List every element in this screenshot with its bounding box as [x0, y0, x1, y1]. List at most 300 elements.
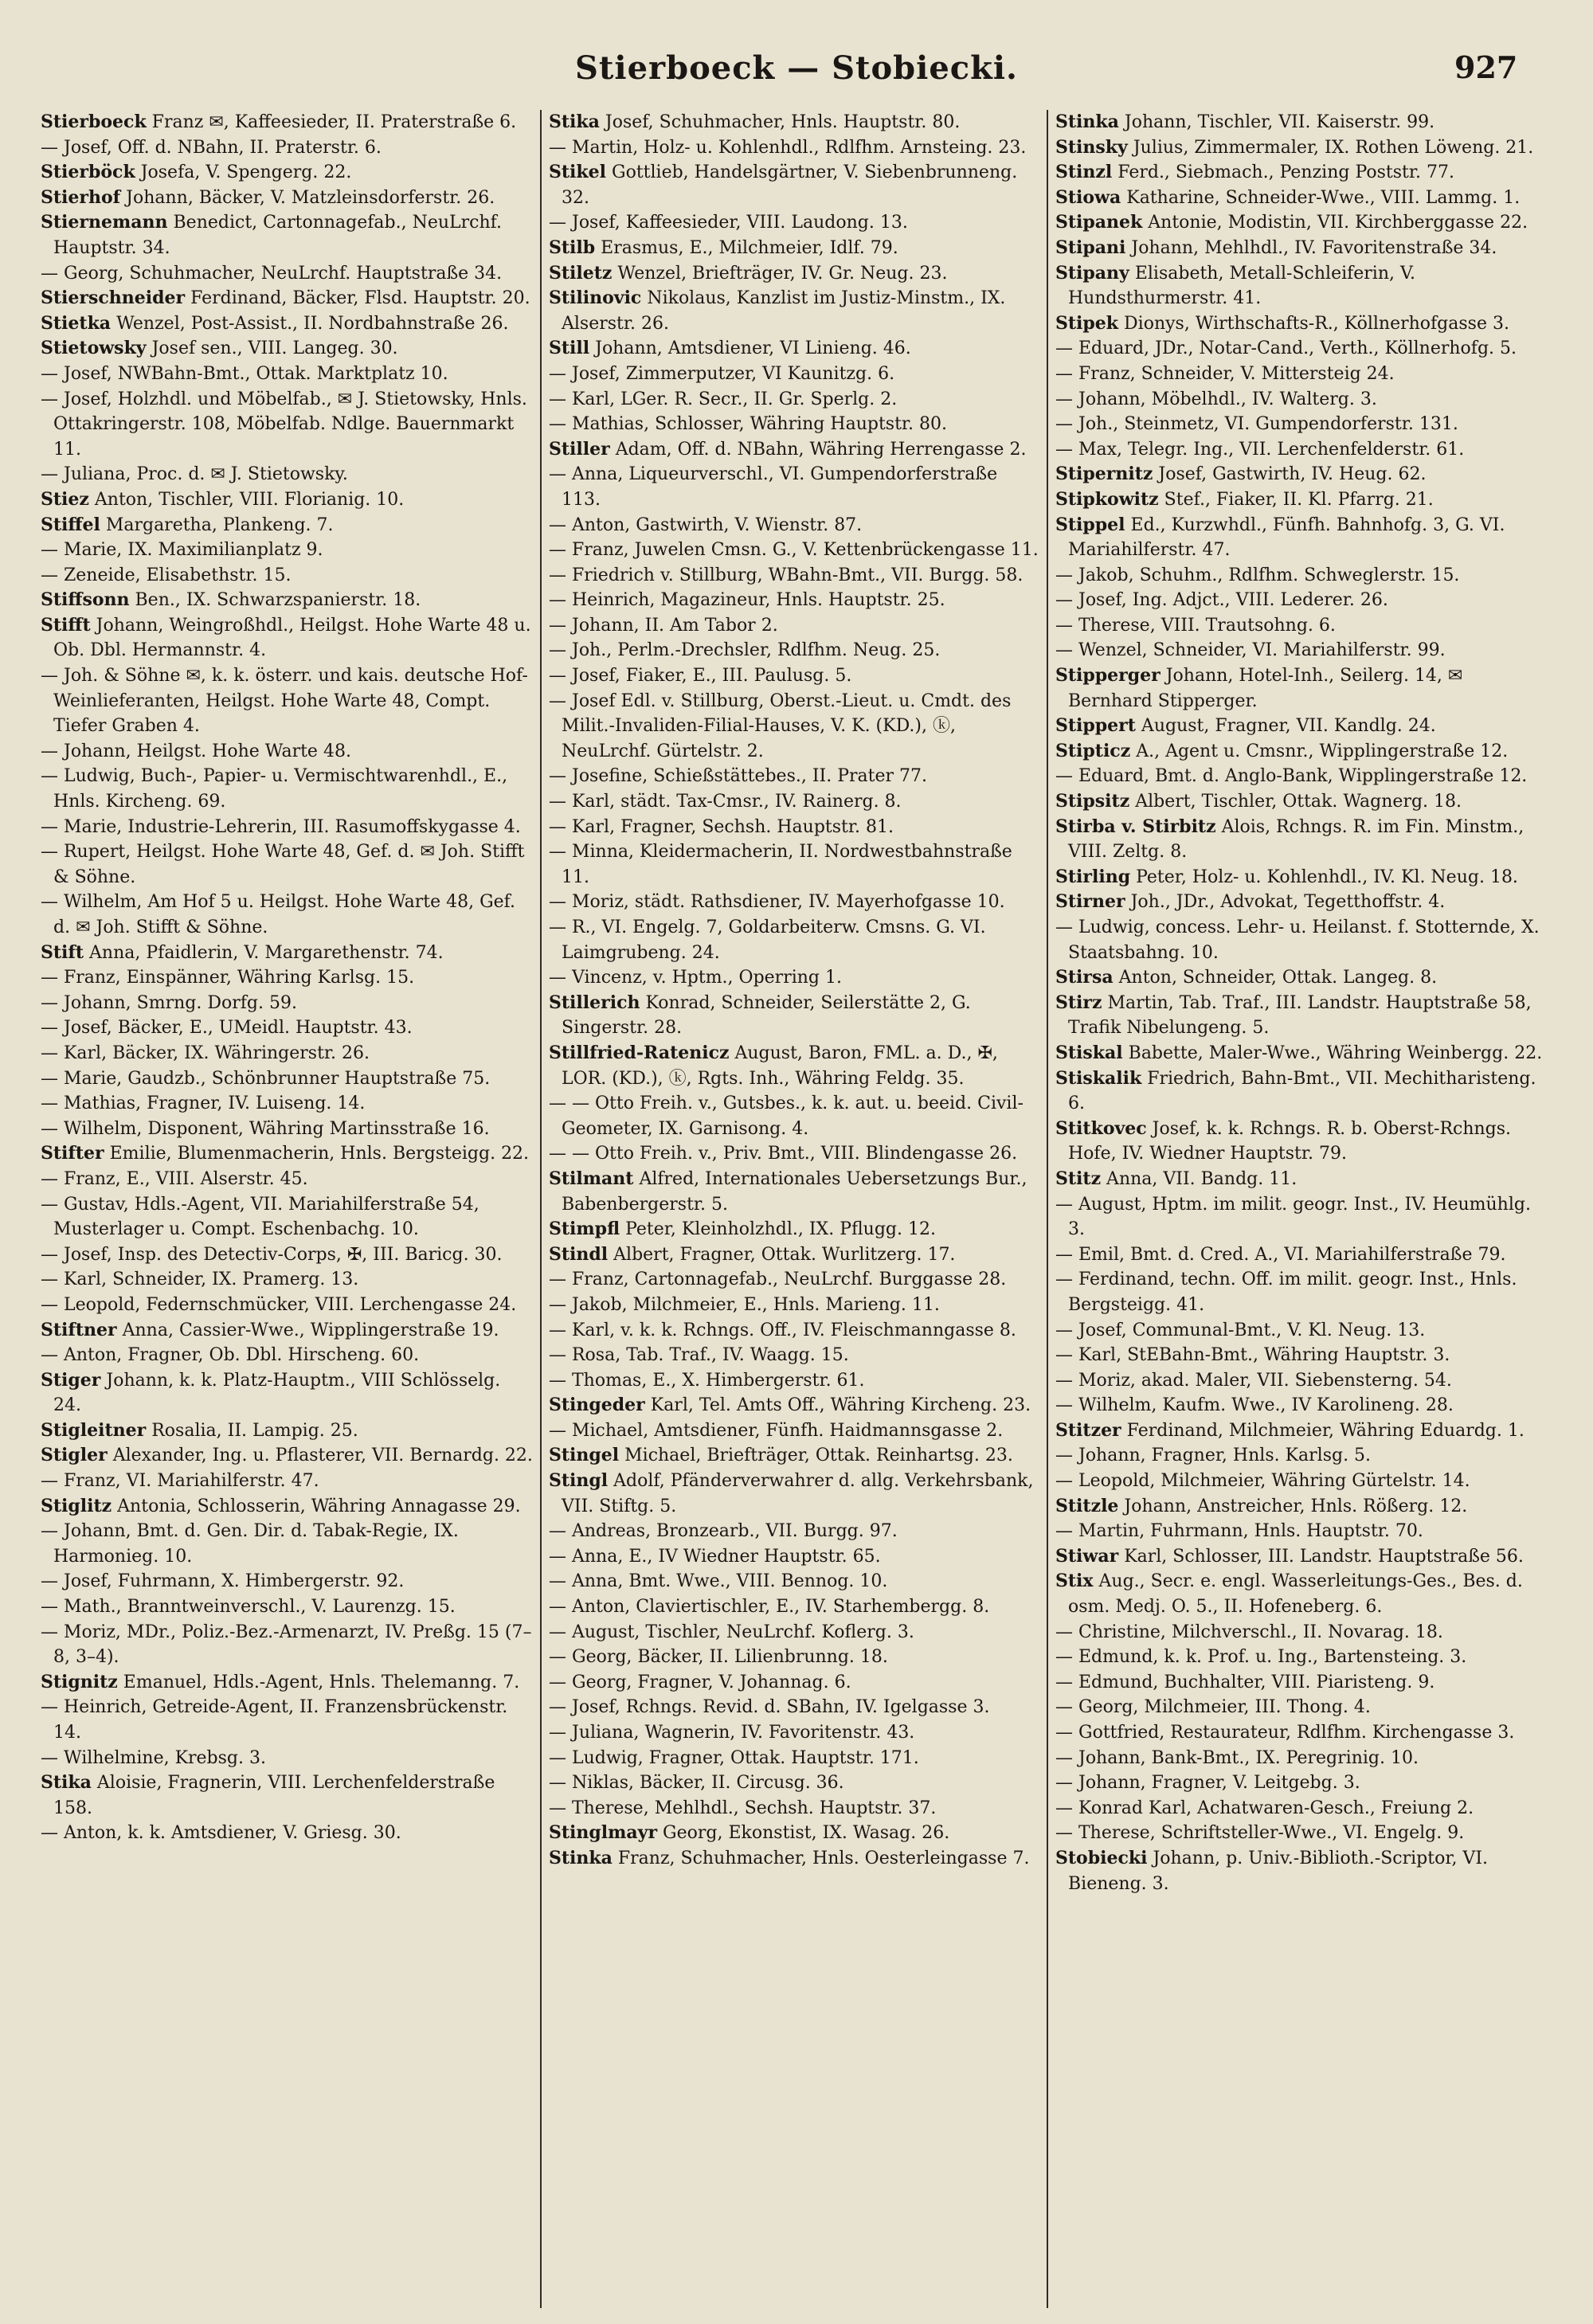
directory-entry — [1055, 1494, 1546, 1520]
entry-details: — Andreas, Bronzearb., VII. Burgg. 97. — [549, 1521, 898, 1542]
directory-entry — [41, 462, 533, 487]
directory-entry — [549, 789, 1039, 815]
entry-details: Alois, Rchngs. R. im Fin. Minstm., VIII. Zeltg. 8. — [1068, 816, 1525, 863]
entry-details: — — Otto Freih. v., Priv. Bmt., VIII. Blindengasse 26. — [549, 1144, 1018, 1164]
entry-details: Joh., JDr., Advokat, Tegetthoffstr. 4. — [1125, 892, 1446, 913]
directory-entry — [41, 1620, 533, 1670]
entry-details: Ben., IX. Schwarzspanierstr. 18. — [129, 590, 421, 611]
entry-details: — Ludwig, Buch-, Papier- u. Vermischtwarenhdl., E., Hnls. Kircheng. 69. — [41, 766, 508, 812]
entry-details: Johann, Bäcker, V. Matzleinsdorferstr. 26. — [120, 187, 495, 208]
entry-details: — Franz, Juwelen Cmsn. G., V. Kettenbrückengasse 11. — [549, 540, 1039, 561]
entry-details: — Jakob, Schuhm., Rdlfhm. Schweglerstr. 15. — [1055, 565, 1460, 585]
directory-entry — [41, 1821, 533, 1846]
entry-details: — Mathias, Schlosser, Währing Hauptstr. 80. — [549, 414, 947, 435]
directory-entry — [549, 110, 1039, 135]
entry-details: — Math., Branntweinverschl., V. Laurenzg. 15. — [41, 1597, 456, 1618]
directory-entry — [549, 1695, 1039, 1720]
entry-surname: Stix — [1055, 1571, 1094, 1592]
entry-surname: Stipperger — [1055, 665, 1161, 687]
directory-entry — [41, 588, 533, 613]
entry-surname: Stirsa — [1055, 967, 1114, 988]
entry-details: — Josef, NWBahn-Bmt., Ottak. Marktplatz 10. — [41, 363, 448, 384]
entry-details: — Franz, Einspänner, Währing Karlsg. 15. — [41, 968, 415, 988]
entry-surname: Stiller — [549, 438, 610, 460]
directory-entry — [1055, 110, 1546, 135]
entry-surname: Stifter — [41, 1143, 104, 1164]
directory-entry — [549, 1720, 1039, 1746]
entry-details: Margaretha, Plankeng. 7. — [100, 514, 334, 535]
entry-details: Johann, p. Univ.-Biblioth.-Scriptor, VI. Bieneng. 3. — [1068, 1848, 1489, 1894]
entry-surname: Stirz — [1055, 992, 1102, 1013]
entry-surname: Stikel — [549, 162, 607, 183]
directory-entry — [549, 613, 1039, 639]
directory-entry — [1055, 1343, 1546, 1368]
directory-entry — [41, 1695, 533, 1745]
directory-entry — [549, 1594, 1039, 1620]
directory-entry — [1055, 186, 1546, 211]
directory-entry — [41, 336, 533, 362]
directory-entry — [1055, 362, 1546, 387]
entry-details: — Gottfried, Restaurateur, Rdlfhm. Kirchengasse 3. — [1055, 1723, 1515, 1743]
entry-details: — Joh. & Söhne ✉, k. k. österr. und kais. deutsche Hof-Weinlieferanten, Heilgst. Hohe Warte 48, Compt. Tiefer Graben 4. — [41, 666, 528, 737]
entry-details: — Joh., Steinmetz, VI. Gumpendorferstr. 131. — [1055, 414, 1458, 435]
directory-entry — [41, 362, 533, 387]
entry-surname: Stiez — [41, 488, 89, 510]
directory-entry — [41, 135, 533, 161]
entry-details: — Josef, Fiaker, E., III. Paulusg. 5. — [549, 666, 852, 687]
entry-details: — Johann, Heilgst. Hohe Warte 48. — [41, 741, 351, 761]
directory-entry — [41, 1091, 533, 1117]
directory-entry — [41, 563, 533, 589]
directory-entry — [1055, 210, 1546, 236]
entry-details: — — Otto Freih. v., Gutsbes., k. k. aut. u. beeid. Civil-Geometer, IX. Garnisong. 4. — [549, 1094, 1024, 1139]
entry-details: Alexander, Ing. u. Pflasterer, VII. Bernardg. 22. — [107, 1446, 533, 1466]
entry-details: Johann, Anstreicher, Hnls. Rößerg. 12. — [1118, 1496, 1468, 1516]
directory-entry — [549, 513, 1039, 538]
entry-surname: Stietowsky — [41, 338, 147, 359]
entry-details: — August, Tischler, NeuLrchf. Koflerg. 3. — [549, 1622, 914, 1642]
entry-details: — Rosa, Tab. Traf., IV. Waagg. 15. — [549, 1345, 849, 1366]
entry-details: Peter, Kleinholzhdl., IX. Pflugg. 12. — [620, 1219, 936, 1240]
directory-entry — [41, 513, 533, 538]
directory-entry — [41, 186, 533, 211]
entry-details: — Christine, Milchverschl., II. Novarag. 18. — [1055, 1622, 1443, 1642]
entry-details: — Franz, VI. Mariahilferstr. 47. — [41, 1471, 319, 1492]
directory-entry — [1055, 915, 1546, 965]
directory-entry — [41, 890, 533, 940]
directory-entry — [1055, 236, 1546, 261]
directory-entry — [41, 487, 533, 513]
directory-entry — [1055, 663, 1546, 714]
directory-entry — [549, 437, 1039, 463]
entry-details: — Michael, Amtsdiener, Fünfh. Haidmannsgasse 2. — [549, 1420, 1004, 1441]
entry-details: Rosalia, II. Lampig. 25. — [146, 1420, 358, 1441]
directory-entry — [41, 160, 533, 186]
directory-entry — [41, 941, 533, 966]
entry-details: Adam, Off. d. NBahn, Währing Herrengasse 2. — [609, 439, 1027, 460]
entry-details: — R., VI. Engelg. 7, Goldarbeiterw. Cmsns. G. VI. Laimgrubeng. 24. — [549, 917, 986, 963]
entry-details: Johann, Weingroßhdl., Heilgst. Hohe Warte 48 u. Ob. Dbl. Hermannstr. 4. — [53, 615, 531, 661]
entry-details: Anna, Pfaidlerin, V. Margarethenstr. 74. — [84, 942, 444, 963]
entry-surname: Stiffsonn — [41, 589, 130, 611]
directory-entry — [549, 1670, 1039, 1696]
directory-entry — [549, 1393, 1039, 1418]
entry-surname: Stitzle — [1055, 1495, 1119, 1516]
entry-details: — Wilhelm, Am Hof 5 u. Heilgst. Hohe Warte 48, Gef. d. ✉ Joh. Stifft & Söhne. — [41, 892, 516, 937]
directory-entry — [549, 1091, 1039, 1141]
entry-details: — Therese, Mehlhdl., Sechsh. Hauptstr. 37. — [549, 1798, 937, 1818]
entry-details: — Ferdinand, techn. Off. im milit. geogr. Inst., Hnls. Bergsteigg. 41. — [1055, 1270, 1517, 1315]
directory-entry — [1055, 437, 1546, 463]
entry-details: — Karl, städt. Tax-Cmsr., IV. Rainerg. 8. — [549, 792, 902, 812]
directory-entry — [41, 1041, 533, 1066]
directory-entry — [41, 1167, 533, 1192]
entry-surname: Stigler — [41, 1445, 108, 1466]
directory-entry — [1055, 513, 1546, 563]
directory-entry — [41, 1066, 533, 1092]
directory-entry — [1055, 1569, 1546, 1619]
entry-details: August, Fragner, VII. Kandlg. 24. — [1135, 716, 1436, 737]
entry-surname: Stiowa — [1055, 186, 1121, 208]
entry-surname: Stipkowitz — [1055, 488, 1159, 510]
entry-details: — Johann, Fragner, V. Leitgebg. 3. — [1055, 1773, 1360, 1794]
entry-surname: Stindl — [549, 1243, 609, 1265]
entry-details: Aug., Secr. e. engl. Wasserleitungs-Ges., Bes. d. osm. Medj. O. 5., II. Hofeneberg. 6. — [1068, 1571, 1523, 1618]
directory-entry — [1055, 1066, 1546, 1117]
directory-entry — [41, 1293, 533, 1318]
directory-entry — [41, 1519, 533, 1569]
entry-surname: Stillfried-Ratenicz — [549, 1042, 730, 1063]
entry-details: — Wilhelm, Disponent, Währing Martinsstraße 16. — [41, 1118, 490, 1139]
entry-surname: Stiwar — [1055, 1545, 1119, 1567]
directory-entry — [549, 815, 1039, 840]
entry-details: Johann, Tischler, VII. Kaiserstr. 99. — [1118, 112, 1435, 132]
entry-details: — Leopold, Federnschmücker, VIII. Lerchengasse 24. — [41, 1294, 517, 1315]
directory-entry — [41, 991, 533, 1016]
entry-details: Martin, Tab. Traf., III. Landstr. Hauptstraße 58, Trafik Nibelungeng. 5. — [1068, 992, 1532, 1039]
directory-entry — [41, 839, 533, 890]
entry-details: — Anna, Liqueurverschl., VI. Gumpendorferstraße 113. — [549, 464, 998, 510]
entry-details: — Anton, Claviertischler, E., IV. Starhembergg. 8. — [549, 1597, 990, 1618]
directory-entry — [1055, 1192, 1546, 1242]
entry-details: — Johann, Bmt. d. Gen. Dir. d. Tabak-Regie, IX. Harmonieg. 10. — [41, 1521, 459, 1567]
entry-details: — Konrad Karl, Achatwaren-Gesch., Freiung 2. — [1055, 1798, 1474, 1818]
entry-details: Ferdinand, Bäcker, Flsd. Hauptstr. 20. — [185, 288, 530, 309]
entry-details: — Rupert, Heilgst. Hohe Warte 48, Gef. d. ✉ Joh. Stifft & Söhne. — [41, 842, 525, 887]
entry-details: — Heinrich, Magazineur, Hnls. Hauptstr. 25. — [549, 590, 945, 611]
column-right — [1047, 110, 1553, 2308]
directory-entry — [41, 1015, 533, 1041]
directory-entry — [1055, 1796, 1546, 1821]
entry-details: August, Baron, FML. a. D., ✠, LOR. (KD.), ⓚ, Rgts. Inh., Währing Feldg. 35. — [562, 1043, 998, 1089]
entry-surname: Stigleitner — [41, 1419, 147, 1441]
entry-details: — Josef Edl. v. Stillburg, Oberst.-Lieut. u. Cmdt. des Milit.-Invaliden-Filial-Hauses, V. K. (KD.), ⓚ, NeuLrchf. Gürtelstr. 2. — [549, 691, 1012, 761]
directory-entry — [549, 160, 1039, 210]
directory-entry — [1055, 311, 1546, 337]
directory-entry — [549, 412, 1039, 437]
entry-details: — Moriz, städt. Rathsdiener, IV. Mayerhofgasse 10. — [549, 892, 1005, 913]
entry-surname: Stingeder — [549, 1395, 645, 1416]
directory-entry — [1055, 1117, 1546, 1167]
entry-details: Wenzel, Post-Assist., II. Nordbahnstraße 26. — [111, 313, 509, 334]
entry-details: Josefa, V. Spengerg. 22. — [135, 162, 352, 183]
directory-entry — [1055, 1770, 1546, 1796]
entry-surname: Stierhof — [41, 186, 121, 208]
entry-surname: Stirner — [1055, 891, 1125, 913]
directory-entry — [1055, 462, 1546, 487]
directory-entry — [1055, 1821, 1546, 1846]
entry-details: Dionys, Wirthschafts-R., Köllnerhofgasse 3. — [1118, 313, 1509, 334]
directory-entry — [549, 1620, 1039, 1645]
directory-entry — [1055, 789, 1546, 815]
entry-details: — Niklas, Bäcker, II. Circusg. 36. — [549, 1773, 844, 1794]
directory-entry — [1055, 1418, 1546, 1444]
entry-details: — Jakob, Milchmeier, E., Hnls. Marieng. 11. — [549, 1294, 940, 1315]
entry-details: Karl, Tel. Amts Off., Währing Kircheng. 23. — [644, 1395, 1031, 1416]
directory-entry — [41, 663, 533, 739]
entry-details: — Anna, Bmt. Wwe., VIII. Bennog. 10. — [549, 1571, 888, 1592]
directory-entry — [1055, 764, 1546, 789]
entry-details: — Josef, Communal-Bmt., V. Kl. Neug. 13. — [1055, 1320, 1426, 1340]
entry-details: — Therese, VIII. Trautsohng. 6. — [1055, 615, 1336, 636]
entry-surname: Stippel — [1055, 514, 1125, 535]
directory-entry — [549, 1343, 1039, 1368]
entry-details: — Emil, Bmt. d. Cred. A., VI. Mariahilferstraße 79. — [1055, 1244, 1506, 1265]
entry-details: Elisabeth, Metall-Schleiferin, V. Hundsthurmerstr. 41. — [1068, 263, 1416, 309]
directory-entry — [41, 815, 533, 840]
directory-entry — [1055, 1167, 1546, 1192]
entry-details: Antonia, Schlosserin, Währing Annagasse 29. — [112, 1496, 521, 1516]
directory-entry — [41, 538, 533, 563]
entry-details: — Franz, E., VIII. Alserstr. 45. — [41, 1168, 308, 1189]
directory-entry — [1055, 991, 1546, 1041]
entry-details: — Mathias, Fragner, IV. Luiseng. 14. — [41, 1094, 366, 1114]
directory-entry — [549, 1443, 1039, 1469]
entry-details: — Juliana, Proc. d. ✉ J. Stietowsky. — [41, 464, 348, 485]
entry-details: — Johann, Bank-Bmt., IX. Peregrinig. 10. — [1055, 1747, 1419, 1768]
entry-details: Anna, Cassier-Wwe., Wipplingerstraße 19. — [116, 1320, 499, 1340]
entry-details: Emilie, Blumenmacherin, Hnls. Bergsteigg. 22. — [104, 1144, 530, 1164]
column-middle — [540, 110, 1047, 2308]
entry-surname: Stippert — [1055, 715, 1136, 737]
entry-details: Nikolaus, Kanzlist im Justiz-Minstm., IX. Alserstr. 26. — [562, 288, 1006, 334]
directory-entry — [549, 236, 1039, 261]
entry-details: — Gustav, Hdls.-Agent, VII. Mariahilferstraße 54, Musterlager u. Compt. Eschenbachg. 10. — [41, 1194, 479, 1240]
entry-surname: Stinsky — [1055, 136, 1128, 158]
entry-surname: Stilmant — [549, 1168, 634, 1189]
entry-details: Karl, Schlosser, III. Landstr. Hauptstraße 56. — [1118, 1546, 1524, 1567]
entry-surname: Stipany — [1055, 262, 1129, 284]
directory-entry — [1055, 1695, 1546, 1720]
entry-details: Ferd., Siebmach., Penzing Poststr. 77. — [1112, 162, 1454, 183]
directory-entry — [41, 1746, 533, 1771]
entry-surname: Stiger — [41, 1369, 101, 1391]
directory-entry — [41, 1117, 533, 1142]
directory-entry — [1055, 1318, 1546, 1344]
directory-entry — [549, 1041, 1039, 1091]
entry-surname: Stignitz — [41, 1671, 118, 1692]
entry-surname: Stobiecki — [1055, 1847, 1148, 1868]
entry-details: — Marie, IX. Maximilianplatz 9. — [41, 540, 323, 561]
entry-details: — Therese, Schriftsteller-Wwe., VI. Engelg. 9. — [1055, 1823, 1465, 1844]
entry-details: — Martin, Holz- u. Kohlenhdl., Rdlfhm. Arnsteing. 23. — [549, 137, 1027, 158]
entry-surname: Stiftner — [41, 1319, 117, 1340]
entry-details: — Johann, Möbelhdl., IV. Walterg. 3. — [1055, 389, 1377, 409]
directory-entry — [41, 387, 533, 463]
entry-surname: Stierboeck — [41, 112, 147, 132]
column-left — [33, 110, 540, 2308]
entry-details: — Karl, Bäcker, IX. Währingerstr. 26. — [41, 1043, 370, 1063]
entry-surname: Stimpfl — [549, 1219, 620, 1240]
directory-entry — [1055, 890, 1546, 915]
page-title: Stierboeck — Stobiecki. — [575, 49, 1018, 87]
entry-details: — Vincenz, v. Hptm., Operring 1. — [549, 968, 842, 988]
directory-entry — [549, 1141, 1039, 1167]
entry-details: — Josef, Off. d. NBahn, II. Praterstr. 6. — [41, 137, 382, 158]
directory-entry — [41, 613, 533, 663]
entry-details: — Karl, StEBahn-Bmt., Währing Hauptstr. 3. — [1055, 1345, 1450, 1366]
entry-surname: Stinka — [1055, 112, 1119, 132]
directory-entry — [549, 1519, 1039, 1544]
entry-surname: Stipsitz — [1055, 791, 1130, 812]
entry-details: — Johann, Smrng. Dorfg. 59. — [41, 992, 297, 1013]
entry-details: — Martin, Fuhrmann, Hnls. Hauptstr. 70. — [1055, 1521, 1423, 1542]
entry-details: — Thomas, E., X. Himbergerstr. 61. — [549, 1370, 865, 1391]
entry-details: — Karl, Schneider, IX. Pramerg. 13. — [41, 1270, 359, 1290]
entry-details: — Johann, Fragner, Hnls. Karlsg. 5. — [1055, 1446, 1372, 1466]
directory-entry — [549, 1267, 1039, 1293]
entry-details: Josef, Schuhmacher, Hnls. Hauptstr. 80. — [599, 112, 961, 132]
entry-details: Emanuel, Hdls.-Agent, Hnls. Thelemanng. 7. — [117, 1672, 520, 1692]
directory-entry — [549, 387, 1039, 413]
entry-details: — Josef, Rchngs. Revid. d. SBahn, IV. Igelgasse 3. — [549, 1697, 990, 1718]
directory-entry — [549, 764, 1039, 789]
directory-entry — [1055, 1620, 1546, 1645]
entry-details: Franz, Schuhmacher, Hnls. Oesterleingasse 7. — [612, 1848, 1030, 1868]
directory-entry — [41, 965, 533, 991]
entry-surname: Stifft — [41, 614, 91, 636]
entry-details: — August, Hptm. im milit. geogr. Inst., IV. Heumühlg. 3. — [1055, 1194, 1531, 1240]
entry-surname: Stitkovec — [1055, 1117, 1147, 1139]
directory-entry — [41, 1469, 533, 1494]
directory-entry — [549, 839, 1039, 890]
directory-entry — [549, 1418, 1039, 1444]
entry-details: Georg, Ekonstist, IX. Wasag. 26. — [657, 1823, 950, 1844]
entry-surname: Stiskalik — [1055, 1067, 1142, 1089]
entry-details: — Leopold, Milchmeier, Währing Gürtelstr. 14. — [1055, 1471, 1470, 1492]
entry-details: — Eduard, JDr., Notar-Cand., Verth., Köllnerhofg. 5. — [1055, 338, 1517, 359]
directory-entry — [549, 135, 1039, 161]
entry-details: — Juliana, Wagnerin, IV. Favoritenstr. 43. — [549, 1723, 915, 1743]
entry-details: Konrad, Schneider, Seilerstätte 2, G. Singerstr. 28. — [562, 992, 971, 1039]
entry-surname: Stinka — [549, 1847, 613, 1868]
entry-details: Ferdinand, Milchmeier, Währing Eduardg. 1. — [1121, 1420, 1525, 1441]
entry-details: — Georg, Schuhmacher, NeuLrchf. Hauptstraße 34. — [41, 263, 503, 284]
entry-details: Julius, Zimmermaler, IX. Rothen Löweng. 21. — [1127, 137, 1534, 158]
directory-entry — [1055, 1519, 1546, 1544]
entry-details: Wenzel, Briefträger, IV. Gr. Neug. 23. — [612, 263, 948, 284]
entry-details: Franz ✉, Kaffeesieder, II. Praterstraße 6. — [146, 112, 517, 132]
entry-surname: Stierböck — [41, 162, 135, 183]
directory-entry — [549, 890, 1039, 915]
directory-entry — [549, 1368, 1039, 1394]
directory-entry — [41, 1494, 533, 1520]
directory-entry — [549, 689, 1039, 765]
directory-entry — [549, 638, 1039, 663]
entry-details: — Josef, Bäcker, E., UMeidl. Hauptstr. 43. — [41, 1018, 413, 1039]
directory-entry — [41, 210, 533, 260]
directory-entry — [549, 462, 1039, 512]
entry-details: — Max, Telegr. Ing., VII. Lerchenfelderstr. 61. — [1055, 439, 1465, 460]
entry-surname: Stingl — [549, 1470, 609, 1492]
directory-entry — [1055, 965, 1546, 991]
directory-entry — [41, 1770, 533, 1821]
entry-details: — Franz, Cartonnagefab., NeuLrchf. Burggasse 28. — [549, 1270, 1007, 1290]
directory-entry — [41, 739, 533, 765]
entry-details: — Wenzel, Schneider, VI. Mariahilferstr. 99. — [1055, 640, 1446, 661]
directory-entry — [549, 261, 1039, 287]
directory-entry — [1055, 412, 1546, 437]
entry-details: — Anna, E., IV Wiedner Hauptstr. 65. — [549, 1546, 881, 1567]
directory-entry — [549, 336, 1039, 362]
entry-surname: Stinglmayr — [549, 1822, 658, 1844]
entry-surname: Stipek — [1055, 312, 1119, 334]
entry-details: Anton, Schneider, Ottak. Langeg. 8. — [1113, 968, 1438, 988]
directory-entry — [1055, 387, 1546, 413]
entry-surname: Stitz — [1055, 1168, 1102, 1189]
entry-details: Michael, Briefträger, Ottak. Reinhartsg. 23. — [619, 1446, 1013, 1466]
directory-entry — [41, 1569, 533, 1594]
directory-entry — [1055, 865, 1546, 890]
entry-details: Johann, k. k. Platz-Hauptm., VIII Schlösselg. 24. — [53, 1370, 501, 1416]
directory-entry — [41, 1318, 533, 1344]
entry-details: — Edmund, k. k. Prof. u. Ing., Bartensteing. 3. — [1055, 1647, 1467, 1668]
entry-surname: Stiernemann — [41, 212, 168, 233]
entry-details: — Wilhelmine, Krebsg. 3. — [41, 1747, 266, 1768]
directory-entry — [1055, 1267, 1546, 1317]
directory-entry — [1055, 613, 1546, 639]
entry-details: Johann, Mehlhdl., IV. Favoritenstraße 34. — [1125, 237, 1497, 258]
directory-entry — [1055, 1041, 1546, 1066]
directory-entry — [549, 1318, 1039, 1344]
entry-surname: Stilb — [549, 237, 596, 258]
directory-entry — [549, 1770, 1039, 1796]
entry-details: — Moriz, akad. Maler, VII. Siebensterng. 54. — [1055, 1370, 1452, 1391]
entry-details: Anna, VII. Bandg. 11. — [1101, 1168, 1297, 1189]
directory-entry — [549, 1846, 1039, 1872]
directory-entry — [1055, 336, 1546, 362]
directory-entry — [1055, 1242, 1546, 1268]
entry-details: — Josef, Fuhrmann, X. Himbergerstr. 92. — [41, 1571, 405, 1592]
entry-details: — Anton, k. k. Amtsdiener, V. Griesg. 30. — [41, 1823, 401, 1844]
entry-details: Antonie, Modistin, VII. Kirchberggasse 22. — [1142, 213, 1528, 233]
entry-details: Albert, Tischler, Ottak. Wagnerg. 18. — [1129, 792, 1462, 812]
directory-entry — [1055, 1544, 1546, 1570]
entry-details: Babette, Maler-Wwe., Währing Weinbergg. 22. — [1122, 1043, 1543, 1063]
directory-entry — [1055, 1645, 1546, 1670]
directory-entry — [41, 1443, 533, 1469]
directory-entry — [549, 362, 1039, 387]
entry-surname: Stipanek — [1055, 212, 1143, 233]
directory-entry — [1055, 1746, 1546, 1771]
entry-surname: Stierschneider — [41, 288, 186, 309]
entry-details: — Josefine, Schießstättebes., II. Prater 77. — [549, 766, 928, 787]
directory-entry — [41, 1141, 533, 1167]
directory-entry — [549, 1821, 1039, 1846]
directory-entry — [1055, 739, 1546, 765]
directory-entry — [41, 1594, 533, 1620]
entry-details: Josef, Gastwirth, IV. Heug. 62. — [1153, 464, 1427, 485]
